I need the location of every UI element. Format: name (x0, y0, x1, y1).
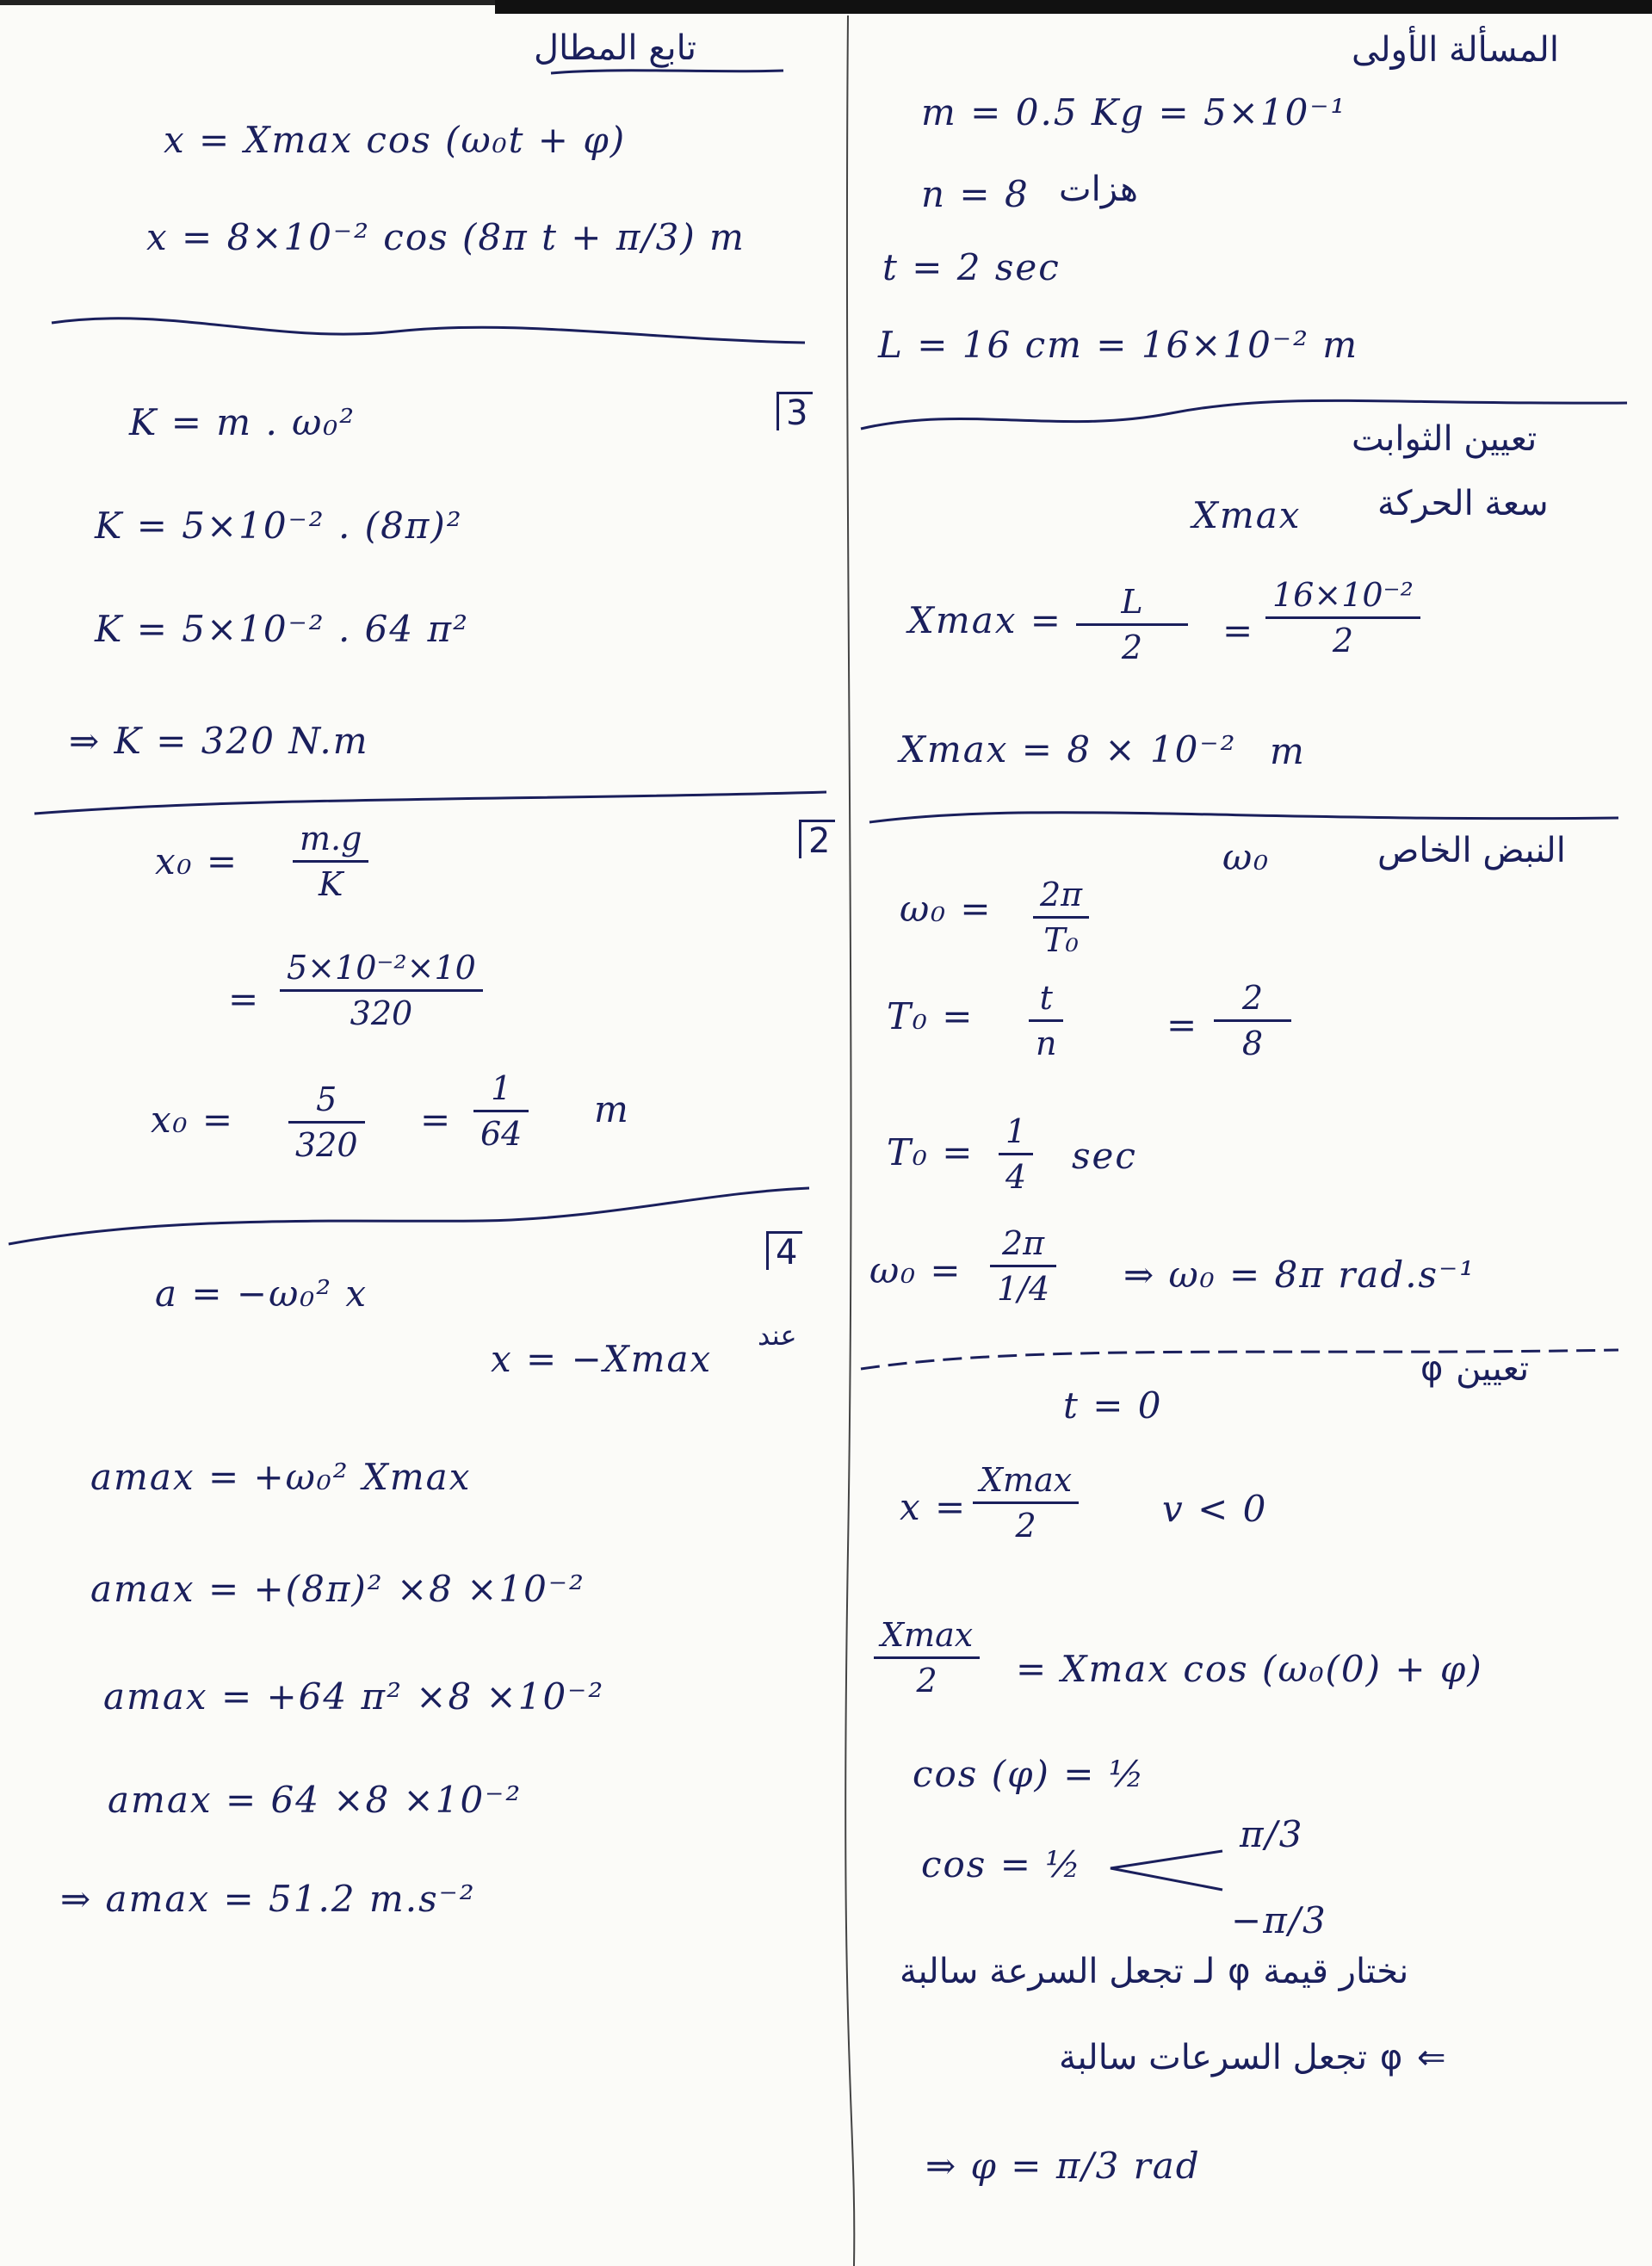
fraction-bar (1265, 616, 1420, 619)
fraction-bar (973, 1501, 1079, 1504)
fraction-denominator: 320 (350, 994, 413, 1032)
amplitude-symbol: Xmax (1192, 494, 1302, 536)
given-n: n = 8 (921, 173, 1030, 215)
fraction-numerator: 1 (491, 1069, 512, 1107)
fraction-numerator: L (1121, 583, 1143, 621)
left-wave-2 (34, 792, 826, 814)
fraction-bar (293, 860, 368, 863)
xmax-result: Xmax = 8 × 10⁻² (900, 728, 1237, 771)
right-header: المسألة الأولى (1352, 30, 1559, 70)
fraction-denominator: 8 (1241, 1025, 1264, 1062)
equals-sign-3: = (1222, 610, 1255, 652)
fraction-2-over-8 (1214, 981, 1291, 1060)
cos-phi-equation: cos (φ) = ½ (913, 1753, 1146, 1795)
fraction-L-over-2 (1076, 585, 1188, 664)
phase-title: تعيين φ (1420, 1349, 1530, 1389)
fraction-numerator: 5 (316, 1080, 337, 1118)
fraction-numerator: 16×10⁻² (1272, 576, 1414, 614)
angular-frequency-title: النبض الخاص (1377, 831, 1566, 870)
center-divider (845, 15, 854, 2266)
left-wave-3 (9, 1188, 809, 1244)
given-mass: m = 0.5 Kg = 5×10⁻¹ (921, 91, 1347, 133)
fraction-denominator: K (319, 865, 343, 903)
fraction-5-over-320 (288, 1080, 365, 1164)
omega-result: ⇒ ω₀ = 8π rad.s⁻¹ (1123, 1254, 1476, 1296)
fraction-bar (288, 1121, 365, 1124)
fraction-denominator: 2 (1332, 622, 1354, 659)
fraction-denominator: 64 (480, 1115, 523, 1153)
section-label-3: 3 (777, 392, 813, 430)
fraction-2pi-over-quarter (990, 1224, 1056, 1308)
fraction-xmax-over-2 (973, 1461, 1079, 1545)
fraction-bar (1033, 916, 1089, 919)
fraction-numerator: 5×10⁻²×10 (287, 949, 476, 987)
right-wave-2 (869, 813, 1618, 822)
fraction-1-over-4 (999, 1112, 1033, 1196)
fraction-numerator: 2π (1002, 1224, 1045, 1262)
k-substitution: K = 5×10⁻² . (8π)² (95, 505, 463, 547)
amax-formula: amax = +ω₀² Xmax (90, 1456, 472, 1498)
phase-equation-rhs: = Xmax cos (ω₀(0) + φ) (1016, 1648, 1483, 1690)
x0-label-2: x₀ = (151, 1099, 235, 1141)
branch-symbol (1111, 1851, 1222, 1890)
period-unit: sec (1072, 1135, 1137, 1177)
unit-m: m (594, 1088, 630, 1130)
x-equals-minus-xmax: x = −Xmax (491, 1338, 713, 1380)
amax-numeric: amax = 64 ×8 ×10⁻² (108, 1779, 523, 1821)
fraction-denominator: 1/4 (997, 1270, 1050, 1308)
fraction-bar (1076, 623, 1188, 626)
fraction-numerator: 1 (1005, 1112, 1027, 1150)
amax-result: ⇒ amax = 51.2 m.s⁻² (60, 1878, 476, 1920)
given-length: L = 16 cm = 16×10⁻² m (878, 324, 1359, 366)
choice-explanation-1: نختار قيمة φ لـ تجعل السرعة سالبة (900, 1952, 1409, 1991)
t-equals-zero: t = 0 (1063, 1384, 1163, 1427)
fraction-denominator: 2 (1121, 628, 1143, 666)
section-label-4: 4 (766, 1231, 802, 1270)
left-wave-1 (52, 319, 805, 343)
k-expanded: K = 5×10⁻² . 64 π² (95, 608, 469, 650)
fraction-denominator: 2 (1015, 1507, 1036, 1545)
option-plus-pi-3: π/3 (1240, 1813, 1304, 1855)
fraction-bar (1029, 1019, 1063, 1022)
equals-sign-4: = (1166, 1004, 1199, 1046)
period-label: T₀ = (887, 995, 974, 1037)
fraction-mg-over-k (293, 822, 368, 901)
fraction-denominator: 4 (1005, 1158, 1027, 1196)
period-result-label: T₀ = (887, 1131, 974, 1173)
k-formula: K = m . ω₀² (129, 401, 356, 443)
section-label-2: 2 (799, 820, 835, 858)
fraction-numerator: m.g (300, 820, 362, 857)
omega-label: ω₀ = (900, 888, 993, 930)
k-result: ⇒ K = 320 N.m (69, 720, 369, 762)
xmax-label: Xmax = (908, 599, 1062, 641)
x0-label: x₀ = (155, 840, 239, 882)
cos-half: cos = ½ (921, 1843, 1082, 1885)
given-n-arabic: هزات (1059, 170, 1138, 209)
equals-sign-2: = (420, 1099, 453, 1141)
fraction-denominator: n (1036, 1025, 1057, 1062)
fraction-numerator: t (1039, 979, 1053, 1017)
constants-title: تعيين الثوابت (1352, 419, 1538, 459)
omega-label-2: ω₀ = (869, 1249, 962, 1291)
fraction-1-over-64 (473, 1069, 529, 1153)
given-time: t = 2 sec (882, 246, 1061, 288)
fraction-bar (999, 1153, 1033, 1155)
fraction-bar (1214, 1019, 1291, 1022)
fraction-t-over-n (1029, 981, 1063, 1060)
fraction-xmax-over-2-b (874, 1616, 980, 1700)
velocity-condition: v < 0 (1162, 1488, 1268, 1530)
fraction-numerator: Xmax (881, 1616, 974, 1654)
equals-sign: = (228, 978, 261, 1020)
fraction-16e-2-over-2 (1265, 576, 1420, 659)
choice-explanation-2: ⇐ φ تجعل السرعات سالبة (1059, 2038, 1448, 2077)
fraction-numerator: Xmax (980, 1461, 1073, 1499)
fraction-numeric-x0 (280, 951, 483, 1030)
left-header: تابع المطال (534, 28, 696, 68)
fraction-2pi-over-T0 (1033, 878, 1089, 957)
fraction-bar (280, 989, 483, 992)
fraction-denominator: 2 (916, 1662, 937, 1700)
fraction-denominator: T₀ (1043, 921, 1079, 959)
accel-formula: a = −ω₀² x (155, 1272, 368, 1315)
fraction-bar (990, 1265, 1056, 1267)
fraction-numerator: 2π (1040, 876, 1083, 913)
amax-expanded: amax = +64 π² ×8 ×10⁻² (103, 1675, 605, 1718)
amax-substitution: amax = +(8π)² ×8 ×10⁻² (90, 1568, 585, 1610)
fraction-denominator: 320 (295, 1126, 358, 1164)
header-underline-left (551, 71, 783, 73)
eq-general: x = Xmax cos (ω₀t + φ) (164, 119, 627, 161)
option-minus-pi-3: −π/3 (1231, 1899, 1327, 1941)
fraction-bar (473, 1110, 529, 1112)
arabic-at: عند (758, 1319, 797, 1352)
omega-symbol: ω₀ (1222, 836, 1271, 878)
x-label: x = (900, 1486, 968, 1528)
amplitude-title: سعة الحركة (1377, 484, 1549, 523)
fraction-numerator: 2 (1241, 979, 1264, 1017)
phase-result: ⇒ φ = π/3 rad (925, 2145, 1201, 2187)
fraction-bar (874, 1656, 980, 1659)
eq-numeric: x = 8×10⁻² cos (8π t + π/3) m (146, 216, 746, 258)
xmax-unit: m (1270, 730, 1306, 772)
